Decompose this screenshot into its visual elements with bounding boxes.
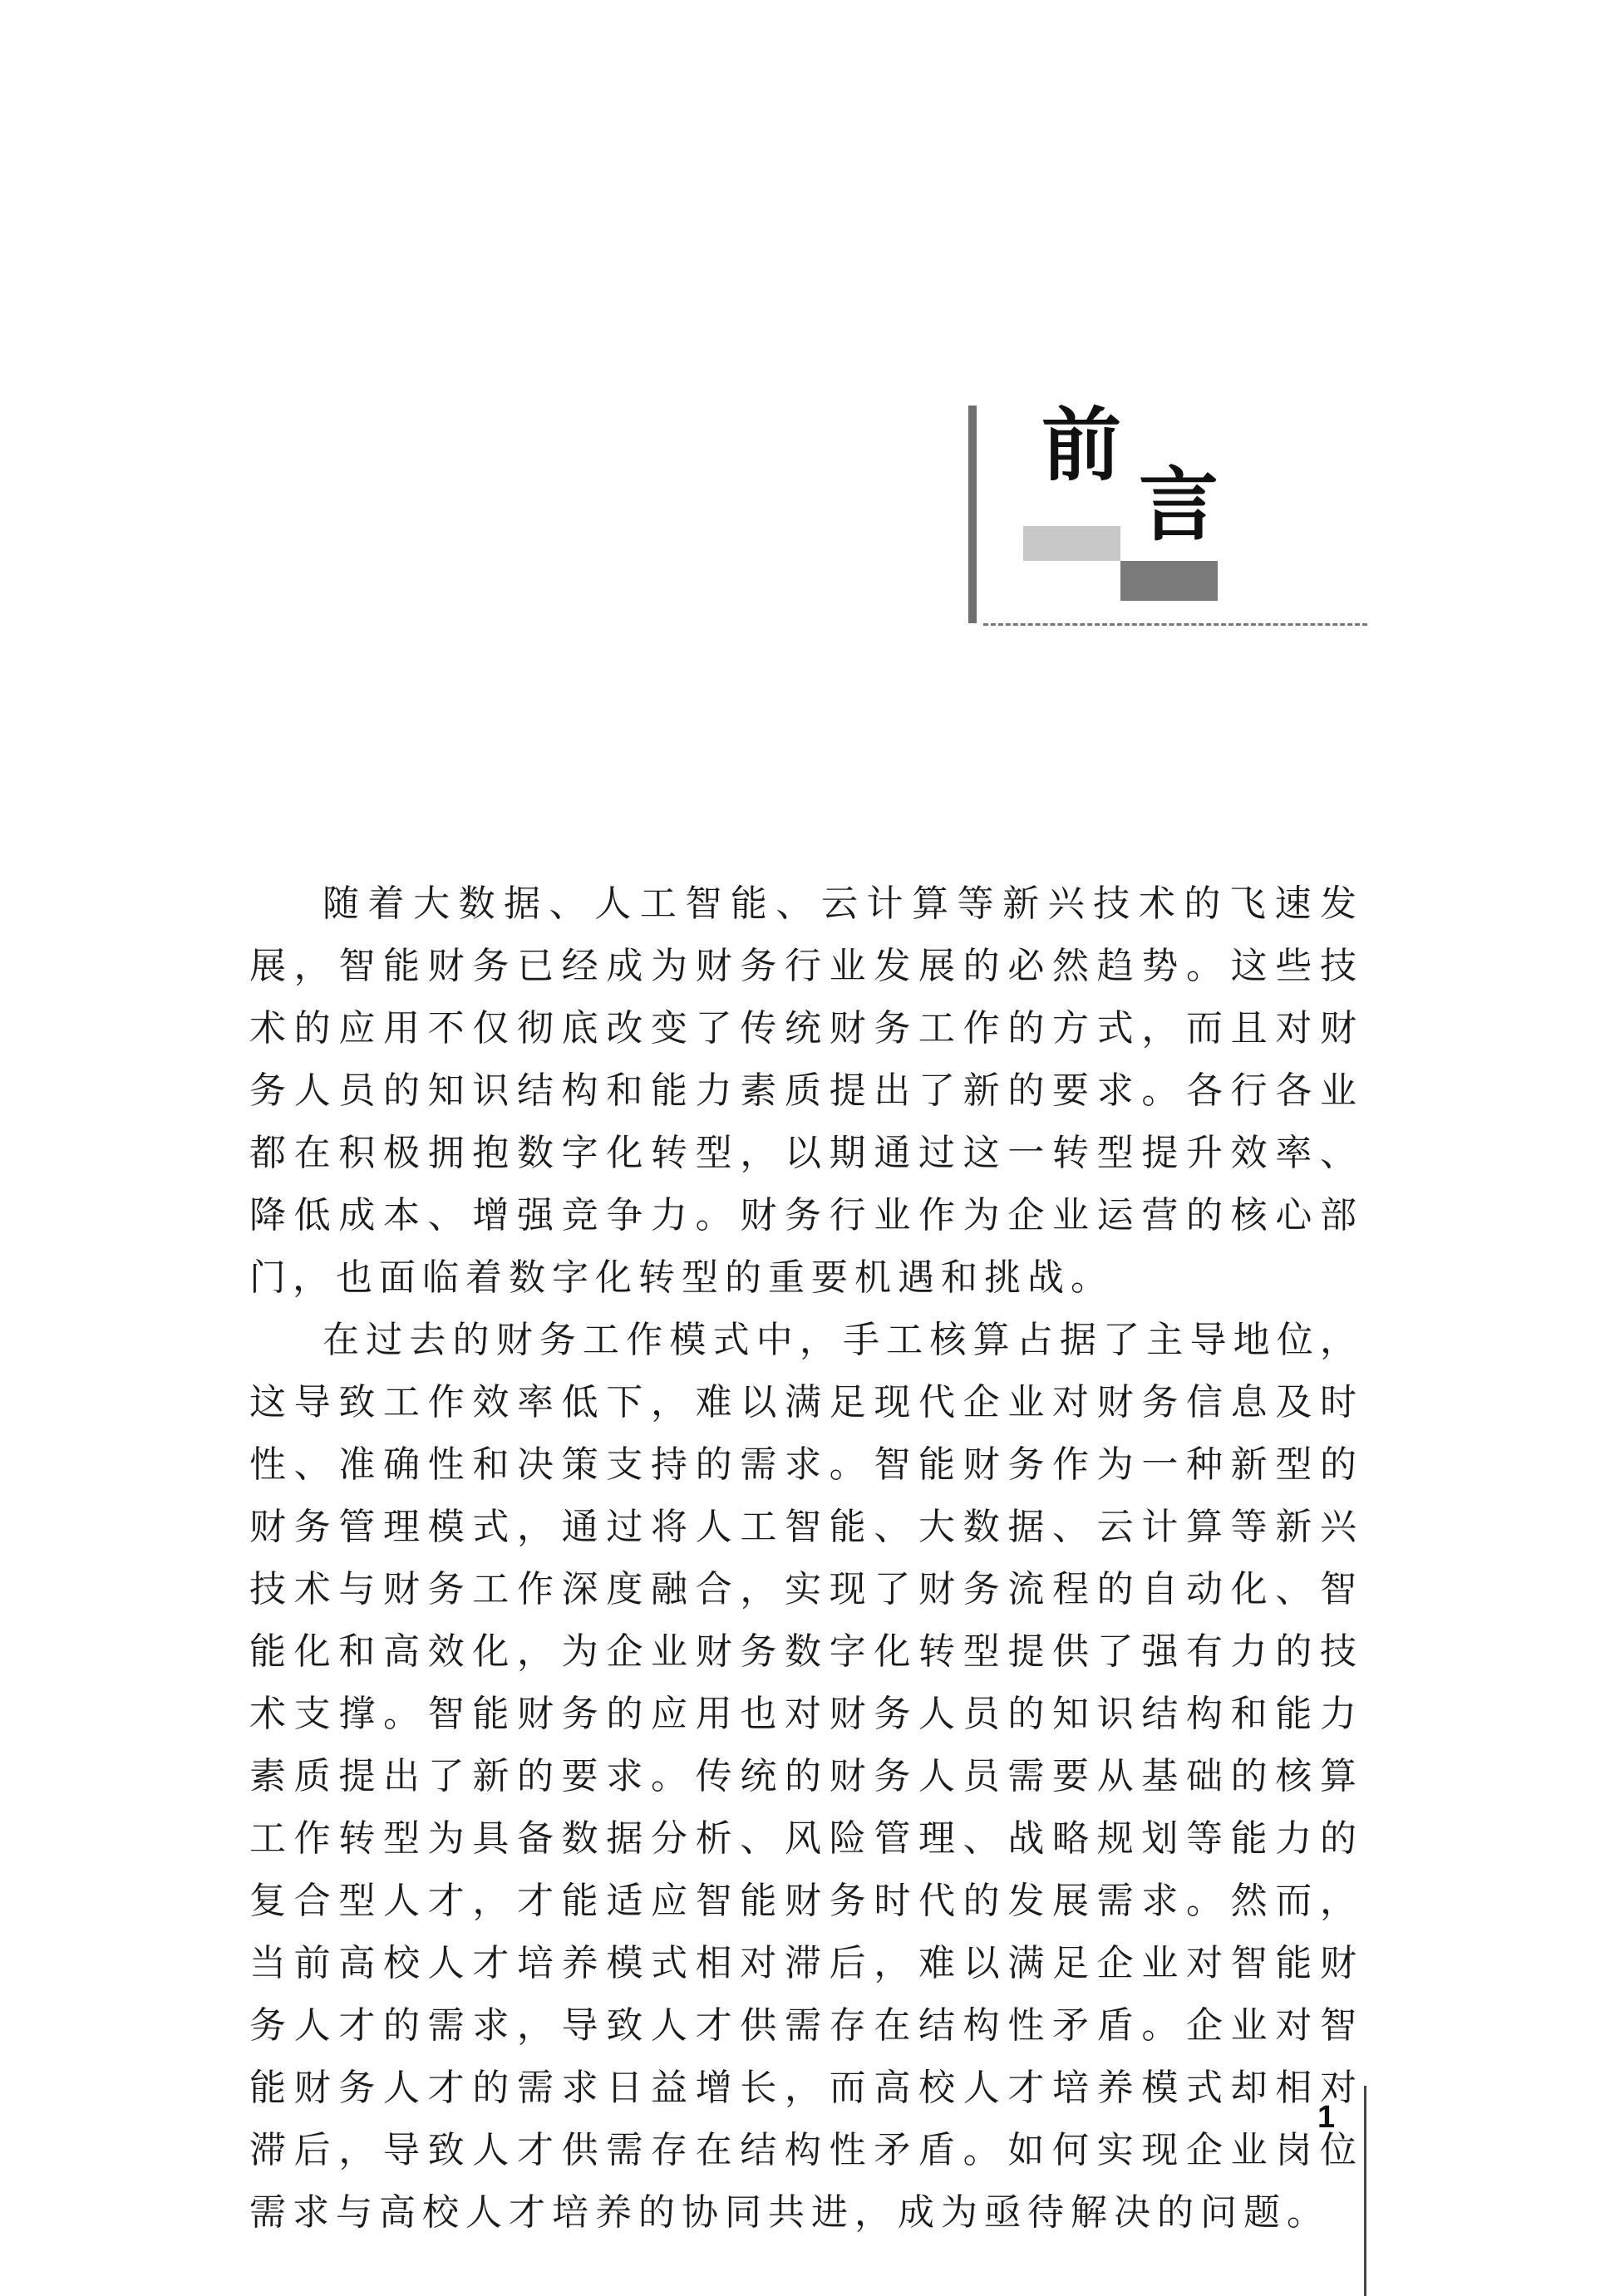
page-edge-rule xyxy=(1364,2086,1366,2296)
title-vertical-bar xyxy=(968,406,977,623)
paragraph-1: 随着大数据、人工智能、云计算等新兴技术的飞速发展，智能财务已经成为财务行业发展的必然趋势。这些技术的应用不仅彻底改变了传统财务工作的方式，而且对财务人员的知识结构和能力素质提出了新的要求。各行各业都在积极拥抱数字化转型，以期通过这一转型提升效率、降低成本、增强竞争力。财务行业作为企业运营的核心部门，也面临着数字化转型的重要机遇和挑战。 xyxy=(249,883,1363,1299)
preface-body xyxy=(249,873,1363,2244)
title-char-2: 言 xyxy=(1139,458,1219,552)
paragraph-2: 在过去的财务工作模式中，手工核算占据了主导地位，这导致工作效率低下，难以满足现代企业对财务信息及时性、准确性和决策支持的需求。智能财务作为一种新型的财务管理模式，通过将人工智能、大数据、云计算等新兴技术与财务工作深度融合，实现了财务流程的自动化、智能化和高效化，为企业财务数字化转型提供了强有力的技术支撑。智能财务的应用也对财务人员的知识结构和能力素质提出了新的要求。传统的财务人员需要从基础的核算工作转型为具备数据分析、风险管理、战略规划等能力的复合型人才，才能适应智能财务时代的发展需求。然而，当前高校人才培养模式相对滞后，难以满足企业对智能财务人才的需求，导致人才供需存在结构性矛盾。企业对智能财务人才的需求日益增长，而高校人才培养模式却相对滞后，导致人才供需存在结构性矛盾。如何实现企业岗位需求与高校人才培养的协同共进，成为亟待解决的问题。 xyxy=(249,1319,1363,2234)
title-decor-light-rect xyxy=(1023,526,1120,561)
title-dashed-rule xyxy=(983,623,1367,626)
preface-title-block xyxy=(968,398,1367,630)
title-decor-dark-rect xyxy=(1120,561,1218,601)
title-char-1: 前 xyxy=(1041,398,1121,492)
page-number: 1 xyxy=(1317,2100,1336,2135)
